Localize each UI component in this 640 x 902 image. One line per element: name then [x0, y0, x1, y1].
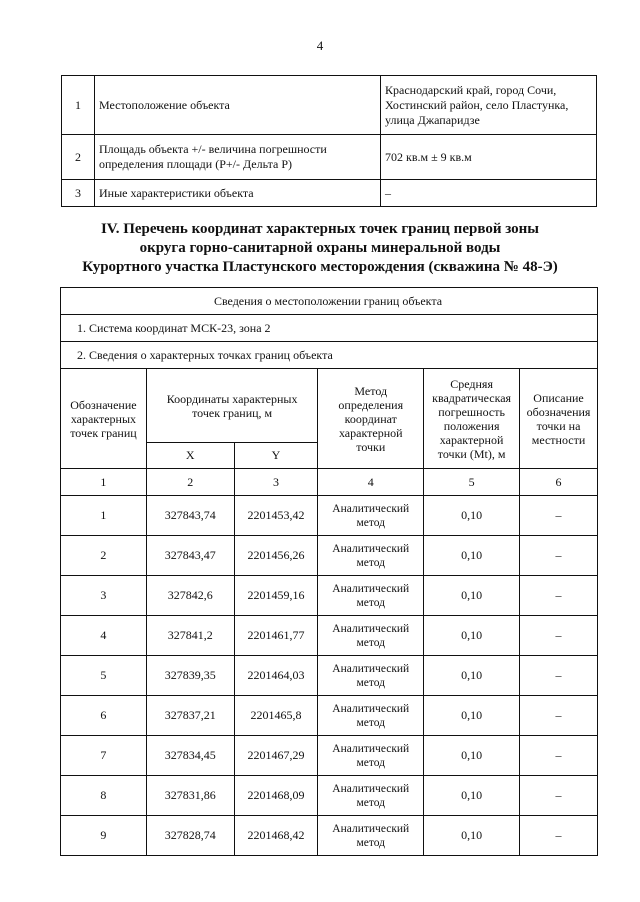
header-line: Метод — [354, 383, 388, 398]
method-line: метод — [356, 836, 386, 849]
value-line: Краснодарский край, город Сочи, — [385, 82, 557, 97]
description: – — [520, 576, 598, 616]
row-number: 1 — [62, 76, 95, 135]
method-line: метод — [356, 796, 386, 809]
description: – — [520, 776, 598, 816]
table-title-row — [61, 288, 598, 315]
coord-x: 327831,86 — [146, 776, 234, 816]
point-number: 8 — [61, 776, 147, 816]
row-number: 2 — [62, 135, 95, 180]
description: – — [520, 496, 598, 536]
row-value: – — [381, 180, 597, 207]
method-line: метод — [356, 716, 386, 729]
point-number: 3 — [61, 576, 147, 616]
method-line: Аналитический — [332, 542, 410, 555]
method — [318, 656, 424, 696]
coord-x: 327843,47 — [146, 536, 234, 576]
method-line: Аналитический — [332, 782, 410, 795]
page-number: 4 — [316, 38, 324, 53]
description: – — [520, 616, 598, 656]
row-value: 702 кв.м ± 9 кв.м — [381, 135, 597, 180]
column-number: 4 — [318, 469, 424, 496]
coord-x: 327842,6 — [146, 576, 234, 616]
header-line: местности — [531, 432, 586, 447]
header-designation — [61, 369, 147, 469]
point-number: 4 — [61, 616, 147, 656]
coord-y: 2201461,77 — [234, 616, 318, 656]
method-line: метод — [356, 596, 386, 609]
coord-x: 327843,74 — [146, 496, 234, 536]
method — [318, 576, 424, 616]
table-row — [61, 616, 598, 656]
description: – — [520, 656, 598, 696]
row-label: Иные характеристики объекта — [95, 180, 381, 207]
method-line: метод — [356, 676, 386, 689]
point-number: 7 — [61, 736, 147, 776]
header-line: точки (Mt), м — [437, 446, 506, 461]
method-line: метод — [356, 636, 386, 649]
description: – — [520, 536, 598, 576]
header-y: Y — [234, 443, 318, 469]
accuracy: 0,10 — [424, 536, 520, 576]
column-number: 1 — [61, 469, 147, 496]
points-title: 2. Сведения о характерных точках границ объекта — [61, 342, 598, 369]
point-number: 2 — [61, 536, 147, 576]
point-number: 5 — [61, 656, 147, 696]
header-description — [520, 369, 598, 469]
method-line: Аналитический — [332, 702, 410, 715]
method — [318, 496, 424, 536]
accuracy: 0,10 — [424, 816, 520, 856]
header-line: Координаты характерных — [166, 391, 298, 406]
accuracy: 0,10 — [424, 496, 520, 536]
table-row — [61, 736, 598, 776]
section-heading — [40, 220, 600, 277]
table-row — [61, 776, 598, 816]
method-line: метод — [356, 516, 386, 529]
method-line: метод — [356, 756, 386, 769]
header-x: X — [146, 443, 234, 469]
point-number: 6 — [61, 696, 147, 736]
method — [318, 616, 424, 656]
coord-y: 2201456,26 — [234, 536, 318, 576]
coord-y: 2201468,09 — [234, 776, 318, 816]
accuracy: 0,10 — [424, 696, 520, 736]
row-value — [381, 76, 597, 135]
coordinate-system-row — [61, 315, 598, 342]
method-line: Аналитический — [332, 502, 410, 515]
row-label: Местоположение объекта — [95, 76, 381, 135]
header-coordinates — [146, 369, 318, 443]
method — [318, 776, 424, 816]
coord-x: 327828,74 — [146, 816, 234, 856]
label-line: Площадь объекта +/- величина погрешности — [99, 142, 327, 156]
column-number: 3 — [234, 469, 318, 496]
table-row — [61, 576, 598, 616]
coord-y: 2201467,29 — [234, 736, 318, 776]
method-line: Аналитический — [332, 662, 410, 675]
method — [318, 696, 424, 736]
value-line: Хостинский район, село Пластунка, — [385, 97, 569, 112]
header-line: Обозначение — [70, 397, 137, 412]
description: – — [520, 736, 598, 776]
description: – — [520, 816, 598, 856]
header-line: обозначения — [526, 404, 591, 419]
label-line: определения площади (Р+/- Дельта Р) — [99, 157, 293, 171]
coordinate-system: 1. Система координат МСК-23, зона 2 — [61, 315, 598, 342]
header-line: точки — [356, 439, 386, 454]
heading-line: Курортного участка Пластунского месторождения (скважина № 48-Э) — [82, 259, 558, 275]
row-number: 3 — [62, 180, 95, 207]
coord-y: 2201453,42 — [234, 496, 318, 536]
header-line: координат — [344, 411, 397, 426]
point-number: 1 — [61, 496, 147, 536]
method — [318, 816, 424, 856]
table-row — [61, 536, 598, 576]
points-title-row — [61, 342, 598, 369]
table-title: Сведения о местоположении границ объекта — [61, 288, 598, 315]
table-row — [61, 696, 598, 736]
table-row — [62, 135, 597, 180]
header-line: характерной — [439, 432, 504, 447]
method — [318, 736, 424, 776]
coord-x: 327837,21 — [146, 696, 234, 736]
description: – — [520, 696, 598, 736]
table-row — [61, 656, 598, 696]
column-numbers-row — [61, 469, 598, 496]
column-number: 6 — [520, 469, 598, 496]
coordinates-table — [60, 287, 598, 856]
coord-y: 2201468,42 — [234, 816, 318, 856]
accuracy: 0,10 — [424, 776, 520, 816]
column-number: 5 — [424, 469, 520, 496]
coord-y: 2201459,16 — [234, 576, 318, 616]
method-line: Аналитический — [332, 622, 410, 635]
heading-line: IV. Перечень координат характерных точек границ первой зоны — [100, 221, 540, 237]
coord-y: 2201465,8 — [234, 696, 318, 736]
point-number: 9 — [61, 816, 147, 856]
accuracy: 0,10 — [424, 736, 520, 776]
column-number: 2 — [146, 469, 234, 496]
table-row — [62, 180, 597, 207]
header-line: точки на — [536, 418, 581, 433]
header-line: точек границ — [70, 425, 137, 440]
coord-y: 2201464,03 — [234, 656, 318, 696]
value-line: улица Джапаридзе — [385, 112, 480, 127]
heading-line: округа горно-санитарной охраны минеральной воды — [139, 240, 501, 256]
header-line: определения — [338, 397, 404, 412]
accuracy: 0,10 — [424, 656, 520, 696]
header-line: положения — [443, 418, 500, 433]
object-info-table — [61, 75, 597, 207]
header-row — [61, 369, 598, 443]
method-line: Аналитический — [332, 582, 410, 595]
accuracy: 0,10 — [424, 616, 520, 656]
header-line: Описание — [533, 390, 584, 405]
table-row — [61, 496, 598, 536]
row-label — [95, 135, 381, 180]
accuracy: 0,10 — [424, 576, 520, 616]
coord-x: 327841,2 — [146, 616, 234, 656]
header-method — [318, 369, 424, 469]
method-line: Аналитический — [332, 822, 410, 835]
coord-x: 327839,35 — [146, 656, 234, 696]
header-line: характерных — [70, 411, 137, 426]
header-line: погрешность — [438, 404, 505, 419]
header-line: квадратическая — [432, 390, 512, 405]
method-line: метод — [356, 556, 386, 569]
table-row — [61, 816, 598, 856]
header-line: характерной — [338, 425, 403, 440]
header-line: точек границ, м — [192, 405, 273, 420]
header-accuracy — [424, 369, 520, 469]
method — [318, 536, 424, 576]
header-line: Средняя — [450, 376, 493, 391]
coord-x: 327834,45 — [146, 736, 234, 776]
method-line: Аналитический — [332, 742, 410, 755]
table-row — [62, 76, 597, 135]
